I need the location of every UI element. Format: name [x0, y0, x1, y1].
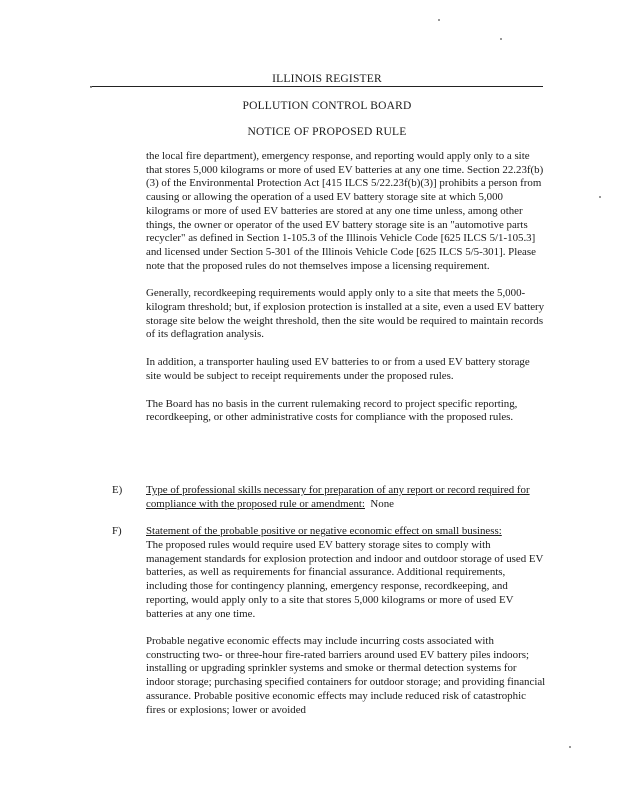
- scan-speck: [599, 196, 601, 198]
- paragraph-4: The Board has no basis in the current rulemaking record to project specific reporting, recordkeeping, or other administrative costs for compliance with the proposed rules.: [146, 397, 518, 424]
- item-f: [146, 525, 546, 539]
- board-name: POLLUTION CONTROL BOARD: [242, 100, 412, 112]
- item-e-label: E): [112, 484, 123, 496]
- item-e-value: None: [370, 497, 395, 510]
- paragraph-3: In addition, a transporter hauling used EV batteries to or from a used EV battery storage site would be subject to receipt requirements under the proposed rules.: [146, 356, 530, 382]
- scan-speck: [569, 746, 571, 748]
- header-rule: [90, 86, 543, 87]
- item-f-paragraph-2: Probable negative economic effects may include incurring costs associated with constructing two- or three-hour fire-rated barriers around used EV battery piles indoors; installing or upgrading sprinkler systems and smoke or thermal detection systems for indoor storage; purchasing specified containers for outdoor storage; and providing financial assurance. Probable positive economic effects may include reduced risk of catastrophic fires or explosions; lower or avoided: [146, 635, 546, 716]
- item-e-heading: Type of professional skills necessary for preparation of any report or record required for compliance with the proposed rule or amendment:: [146, 484, 530, 510]
- scan-speck: [438, 19, 440, 21]
- paragraph-1: the local fire department), emergency response, and reporting would apply only to a site that stores 5,000 kilograms or more of used EV batteries at any one time. Section 22.23f(b)(3) of the Environmental Protection Act [415 ILCS 5/22.23f(b)(3)] prohibits a person from causing or allowing the operation of a used EV battery storage site at which 5,000 kilograms or more of used EV batteries are stored at any one time unless, among other things, the owner or operator of the used EV battery storage site is an "automotive parts recycler" as defined in Section 1-105.3 of the Illinois Vehicle Code [625 ILCS 5/1-105.3] and licensed under Section 5-301 of the Illinois Vehicle Code [625 ILCS 5/5-301]. Please note that the proposed rules do not themselves impose a licensing requirement.: [146, 150, 544, 272]
- item-f-label: F): [112, 525, 122, 537]
- notice-title: NOTICE OF PROPOSED RULE: [247, 126, 407, 138]
- body-text: [146, 150, 546, 425]
- paragraph-2: Generally, recordkeeping requirements would apply only to a site that meets the 5,000-kilogram threshold; but, if explosion protection is installed at a site, even a used EV battery storage site below the weight threshold, then the site would be required to maintain records of its deflagration analysis.: [146, 287, 545, 341]
- scan-speck: [90, 86, 92, 88]
- item-f-heading: Statement of the probable positive or negative economic effect on small business:: [146, 525, 502, 537]
- item-e: [146, 484, 546, 511]
- item-f-paragraph-1: The proposed rules would require used EV battery storage sites to comply with management standards for explosion protection and indoor and outdoor storage of used EV batteries, as well as requirements for financial assurance. Additional requirements, including those for contingency planning, emergency response, recordkeeping, and reporting, would apply only to a site that stores 5,000 kilograms or more of used EV batteries at any one time.: [146, 539, 544, 620]
- register-title: ILLINOIS REGISTER: [272, 73, 382, 85]
- scan-speck: [500, 38, 502, 40]
